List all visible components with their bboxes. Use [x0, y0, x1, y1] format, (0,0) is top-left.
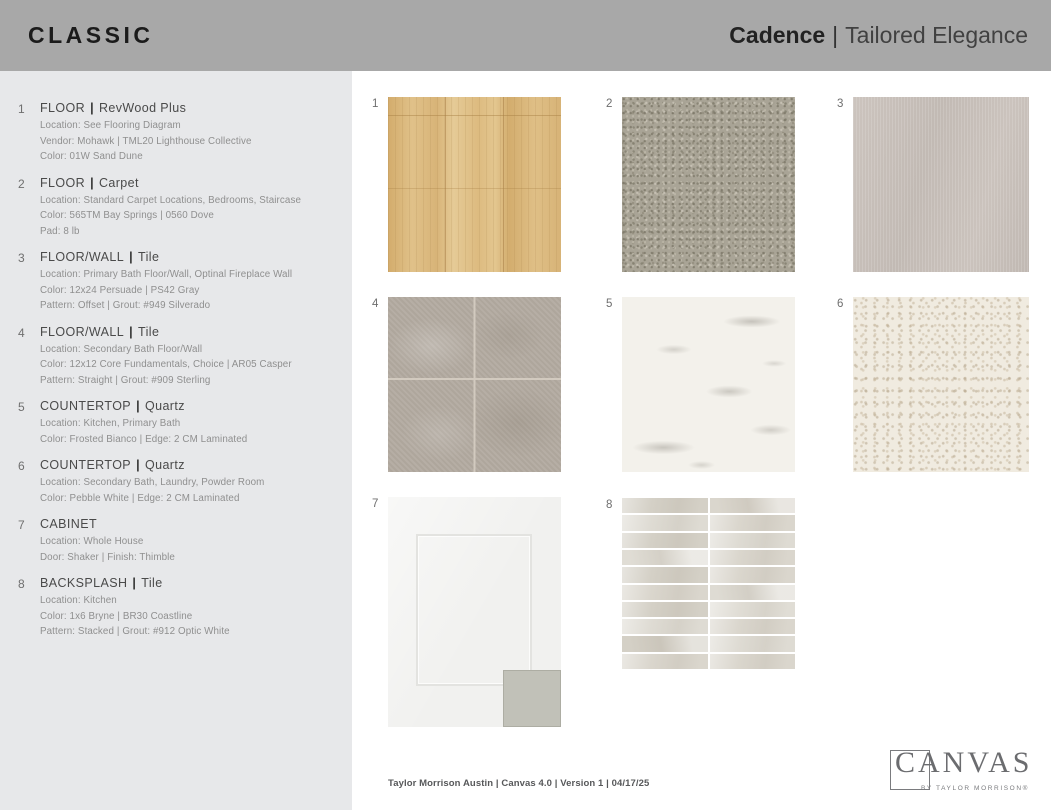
backsplash-tile [710, 585, 796, 600]
speckled-quartz-sample [853, 297, 1029, 472]
backsplash-tile [622, 602, 708, 617]
spec-item-detail: Color: Frosted Bianco | Edge: 2 CM Laminated [40, 433, 248, 445]
spec-item-heading: COUNTERTOP | Quartz [40, 399, 185, 413]
spec-item-2 [18, 175, 342, 240]
spec-item-detail: Location: See Flooring Diagram [40, 120, 181, 131]
spec-item-detail: Color: 12x24 Persuade | PS42 Gray [40, 284, 200, 296]
backsplash-tile [710, 533, 796, 548]
backsplash-tile [710, 515, 796, 530]
spec-item-5 [18, 398, 342, 447]
swatch-number: 3 [837, 98, 844, 110]
canvas-logo [890, 746, 1033, 792]
package-name: Cadence [729, 22, 826, 48]
spec-item-heading: COUNTERTOP | Quartz [40, 458, 185, 472]
spec-item-number: 4 [18, 325, 25, 340]
spec-sidebar [0, 71, 352, 810]
spec-item-number: 6 [18, 459, 25, 473]
spec-item-detail: Color: Pebble White | Edge: 2 CM Laminated [40, 492, 240, 504]
spec-item-detail: Pattern: Stacked | Grout: #912 Optic White [40, 626, 230, 637]
package-tagline: Tailored Elegance [845, 22, 1028, 48]
backsplash-tile [710, 654, 796, 669]
shaker-cabinet-door-sample [388, 497, 561, 727]
swatch-tile-persuade [837, 97, 1029, 272]
spec-item-detail: Location: Secondary Bath Floor/Wall [40, 343, 203, 355]
spec-item-detail: Pattern: Straight | Grout: #909 Sterling [40, 374, 211, 386]
spec-item-1 [18, 100, 342, 165]
backsplash-tile [710, 498, 796, 513]
backsplash-tile [622, 567, 708, 582]
swatch-quartz-pebble-white [837, 297, 1029, 472]
taupe-tile-grid-sample [388, 297, 561, 472]
swatch-carpet [606, 97, 795, 272]
spec-item-heading: FLOOR/WALL | Tile [40, 250, 160, 264]
backsplash-tile [622, 515, 708, 530]
backsplash-tile [622, 585, 708, 600]
spec-item-detail: Pad: 8 lb [40, 225, 80, 237]
spec-item-heading: FLOOR/WALL | Tile [40, 324, 160, 339]
spec-item-detail: Door: Shaker | Finish: Thimble [40, 551, 175, 563]
stacked-tile-backsplash-sample [622, 498, 795, 669]
swatch-number: 2 [606, 98, 613, 110]
backsplash-tile [622, 533, 708, 548]
backsplash-tile [622, 498, 708, 513]
swatch-number: 5 [606, 298, 613, 310]
swatch-number: 1 [372, 98, 379, 110]
backsplash-tile [710, 567, 796, 582]
swatch-revwood-floor [372, 97, 561, 272]
spec-item-number: 3 [18, 251, 25, 265]
spec-item-detail: Color: 1x6 Bryne | BR30 Coastline [40, 610, 193, 622]
swatch-number: 7 [372, 498, 379, 510]
canvas-logo-wordmark: CANVAS [895, 746, 1033, 779]
spec-item-heading: BACKSPLASH | Tile [40, 576, 163, 590]
spec-item-detail: Location: Kitchen, Primary Bath [40, 418, 181, 429]
backsplash-tile [710, 550, 796, 565]
backsplash-tile [622, 550, 708, 565]
swatch-tile-core-fundamentals [372, 297, 561, 472]
spec-item-3 [18, 249, 342, 314]
spec-item-number: 8 [18, 577, 25, 591]
swatch-backsplash [606, 498, 795, 669]
cabinet-finish-chip [503, 670, 561, 727]
spec-item-detail: Pattern: Offset | Grout: #949 Silverado [40, 300, 211, 311]
spec-item-number: 7 [18, 518, 25, 532]
footer-info: Taylor Morrison Austin | Canvas 4.0 | Version 1 | 04/17/25 [388, 778, 650, 789]
swatch-number: 4 [372, 298, 379, 310]
spec-item-detail: Location: Whole House [40, 536, 144, 547]
header [0, 0, 1051, 71]
cabinet-door-recessed-panel [416, 534, 532, 686]
canvas-logo-subtext: BY TAYLOR MORRISON® [920, 785, 1029, 792]
spec-item-6 [18, 457, 342, 506]
backsplash-tile [710, 636, 796, 651]
spec-item-detail: Location: Secondary Bath, Laundry, Powder Room [40, 477, 265, 488]
package-title [729, 22, 1028, 49]
spec-item-detail: Location: Kitchen [40, 595, 117, 606]
spec-item-detail: Color: 565TM Bay Springs | 0560 Dove [40, 210, 214, 221]
swatch-number: 8 [606, 499, 613, 511]
swatch-cabinet-door [372, 497, 561, 727]
spec-item-number: 1 [18, 102, 25, 116]
swatch-number: 6 [837, 298, 844, 310]
spec-item-heading: FLOOR | RevWood Plus [40, 101, 187, 115]
spec-item-detail: Color: 01W Sand Dune [40, 151, 143, 162]
collection-title: CLASSIC [28, 22, 154, 48]
backsplash-tile [710, 619, 796, 634]
gray-tile-sample [853, 97, 1029, 272]
spec-item-4 [18, 324, 342, 389]
veined-quartz-sample [622, 297, 795, 472]
backsplash-tile [622, 619, 708, 634]
spec-item-heading: CABINET [40, 517, 97, 531]
backsplash-tile [622, 654, 708, 669]
spec-item-detail: Color: 12x12 Core Fundamentals, Choice | AR05 Casper [40, 359, 292, 370]
spec-item-number: 5 [18, 400, 25, 414]
package-title-separator: | [832, 22, 839, 48]
spec-item-8 [18, 575, 342, 640]
spec-item-detail: Vendor: Mohawk | TML20 Lighthouse Collective [40, 135, 252, 147]
spec-item-detail: Location: Primary Bath Floor/Wall, Optinal Fireplace Wall [40, 269, 293, 280]
spec-item-7 [18, 516, 342, 565]
swatch-quartz-frosted-bianco [606, 297, 795, 472]
backsplash-tile [622, 636, 708, 651]
carpet-sample [622, 97, 795, 272]
spec-item-heading: FLOOR | Carpet [40, 175, 139, 190]
wood-flooring-sample [388, 97, 561, 272]
spec-item-number: 2 [18, 176, 25, 191]
spec-item-detail: Location: Standard Carpet Locations, Bedrooms, Staircase [40, 194, 302, 206]
backsplash-tile [710, 602, 796, 617]
